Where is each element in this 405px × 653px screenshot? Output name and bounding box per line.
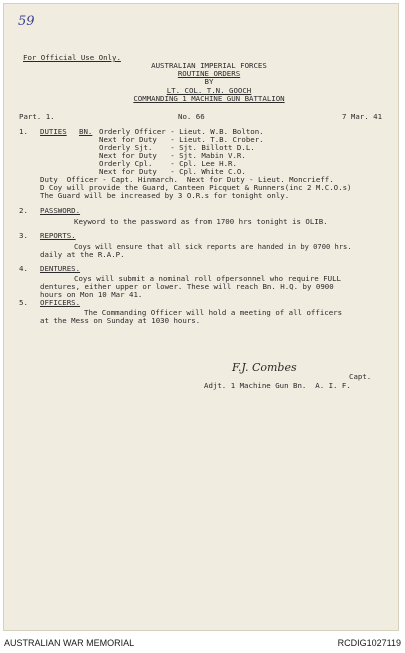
duty-line: Orderly Officer - Lieut. W.B. Bolton. <box>99 127 264 136</box>
footer-source: AUSTRALIAN WAR MEMORIAL <box>4 638 135 648</box>
header-line-5: COMMANDING 1 MACHINE GUN BATTALION <box>133 94 285 103</box>
header-line-2: ROUTINE ORDERS <box>177 69 241 78</box>
item-number-3: 3. <box>19 231 28 240</box>
item-number-1: 1. <box>19 127 28 136</box>
signature: F.J. Combes <box>232 361 297 374</box>
item-number-4: 4. <box>19 264 28 273</box>
duty-officer-line: Duty Officer - Capt. Hinmarch. Next for Duty - Lieut. Moncrieff. <box>40 175 334 184</box>
duty-line: Orderly Cpl. - Cpl. Lee H.R. <box>99 159 237 168</box>
order-date: 7 Mar. 41 <box>342 112 383 121</box>
dentures-line-2: dentures, either upper or lower. These will reach Bn. H.Q. by 0900 <box>40 282 334 291</box>
officers-heading: OFFICERS. <box>40 298 81 307</box>
officers-line-1: The Commanding Officer will hold a meeting of all officers <box>84 308 343 317</box>
duties-bn-label: BN. <box>79 127 93 136</box>
password-heading: PASSWORD. <box>40 206 81 215</box>
d-coy-line: D Coy will provide the Guard, Canteen Picquet & Runners(inc 2 M.C.O.s) <box>40 183 352 192</box>
header-line-3: BY <box>204 77 214 86</box>
guard-line: The Guard will be increased by 3 O.R.s for tonight only. <box>40 191 290 200</box>
header-line-4: LT. COL. T.N. GOOCH <box>166 86 252 95</box>
classification-label: For Official Use Only. <box>23 53 121 62</box>
part-label: Part. 1. <box>19 112 55 121</box>
reports-heading: REPORTS. <box>40 231 76 240</box>
item-number-5: 5. <box>19 298 28 307</box>
archive-footer <box>0 633 405 653</box>
signature-title: Adjt. 1 Machine Gun Bn. A. I. F. <box>204 381 351 390</box>
duty-line: Orderly Sjt. - Sjt. Billott D.L. <box>99 143 255 152</box>
header-line-1: AUSTRALIAN IMPERIAL FORCES <box>151 61 267 70</box>
footer-record-id: RCDIG1027119 <box>337 638 401 648</box>
reports-line-1: Coys will ensure that all sick reports are handed in by 0700 hrs. <box>74 242 352 251</box>
duties-heading: DUTIES <box>40 127 67 136</box>
reports-line-2: daily at the R.A.P. <box>40 250 125 259</box>
dentures-heading: DENTURES. <box>40 264 81 273</box>
order-number: No. 66 <box>178 112 205 121</box>
document-page <box>3 3 399 631</box>
dentures-line-1: Coys will submit a nominal roll ofpersonnel who require FULL <box>74 274 341 283</box>
duty-line: Next for Duty - Cpl. White C.O. <box>99 167 246 176</box>
duty-line: Next for Duty - Lieut. T.B. Crober. <box>99 135 264 144</box>
handwritten-page-mark: 59 <box>18 14 35 29</box>
password-text: Keyword to the password as from 1700 hrs tonight is OLIB. <box>74 217 328 226</box>
officers-line-2: at the Mess on Sunday at 1030 hours. <box>40 316 201 325</box>
item-number-2: 2. <box>19 206 28 215</box>
duty-line: Next for Duty - Sjt. Mabin V.R. <box>99 151 246 160</box>
dentures-line-3: hours on Mon 10 Mar 41. <box>40 290 143 299</box>
signature-rank: Capt. <box>349 372 372 381</box>
